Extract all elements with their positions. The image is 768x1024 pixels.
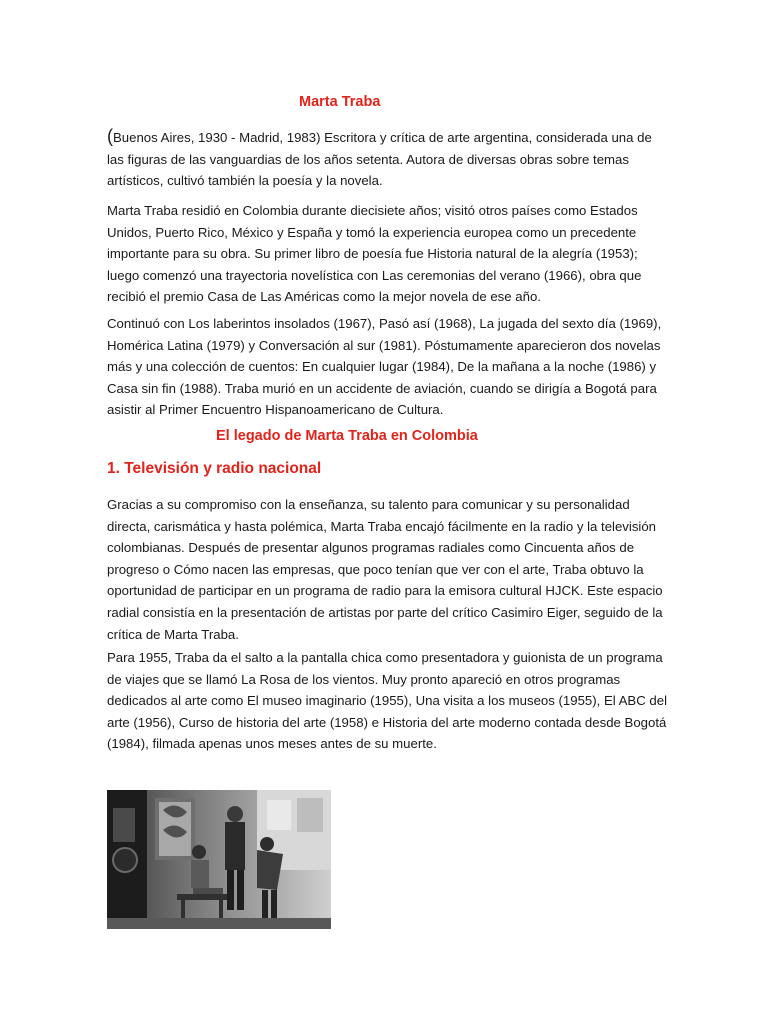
paragraph-works: Continuó con Los laberintos insolados (1967), Pasó así (1968), La jugada del sexto día (1969), Homérica Latina (1979) y Conversación al sur (1981). Póstumamente aparecieron dos novelas más y una colección de cuentos: En cualquier lugar (1984), De la mañana a la noche (1986) y Casa sin fin (1988). Traba murió en un accidente de aviación, cuando se dirigía a Bogotá para asistir al Primer Encuentro Hispanoamericano de Cultura. [107, 316, 662, 418]
intro-paragraph [107, 127, 667, 192]
paragraph-television: Para 1955, Traba da el salto a la pantalla chica como presentadora y guionista de un programa de viajes que se llamó La Rosa de los vientos. Muy pronto apareció en otros programas dedicados al arte como El museo imaginario (1955), Una visita a los museos (1955), El ABC del arte (1956), Curso de historia del arte (1958) e Historia del arte moderno contada desde Bogotá (1984), filmada apenas unos meses antes de su muerte. [107, 650, 668, 752]
paragraph-colombia-years: Marta Traba residió en Colombia durante diecisiete años; visitó otros países como Estados Unidos, Puerto Rico, México y España y tomó la experiencia europea como un precedente importante para su obra. Su primer libro de poesía fue Historia natural de la alegría (1953); luego comenzó una trayectoria novelística con Las ceremonias del verano (1966), obra que recibió el premio Casa de Las Américas como la mejor novela de ese año. [107, 203, 642, 305]
intro-open-paren: ( [107, 126, 113, 146]
tv-studio-photo [107, 790, 331, 929]
subsection-heading-tv-radio: 1. Televisión y radio nacional [107, 460, 322, 477]
paragraph-radio: Gracias a su compromiso con la enseñanza, su talento para comunicar y su personalidad directa, carismática y hasta polémica, Marta Traba encajó fácilmente en la radio y la televisión colombianas. Después de presentar algunos programas radiales como Cincuenta años de progreso o Cómo nacen las empresas, que poco tenían que ver con el arte, Traba obtuvo la oportunidad de participar en un programa de radio para la emisora cultural HJCK. Este espacio radial consistía en la presentación de artistas por parte del crítico Casimiro Eiger, seguido de la crítica de Marta Traba. [107, 497, 663, 642]
intro-text: Buenos Aires, 1930 - Madrid, 1983) Escritora y crítica de arte argentina, considerada una de las figuras de las vanguardias de los años setenta. Autora de diversas obras sobre temas artísticos, cultivó también la poesía y la novela. [107, 130, 652, 189]
document-title: Marta Traba [299, 94, 381, 110]
section-heading-legacy: El legado de Marta Traba en Colombia [216, 428, 478, 444]
